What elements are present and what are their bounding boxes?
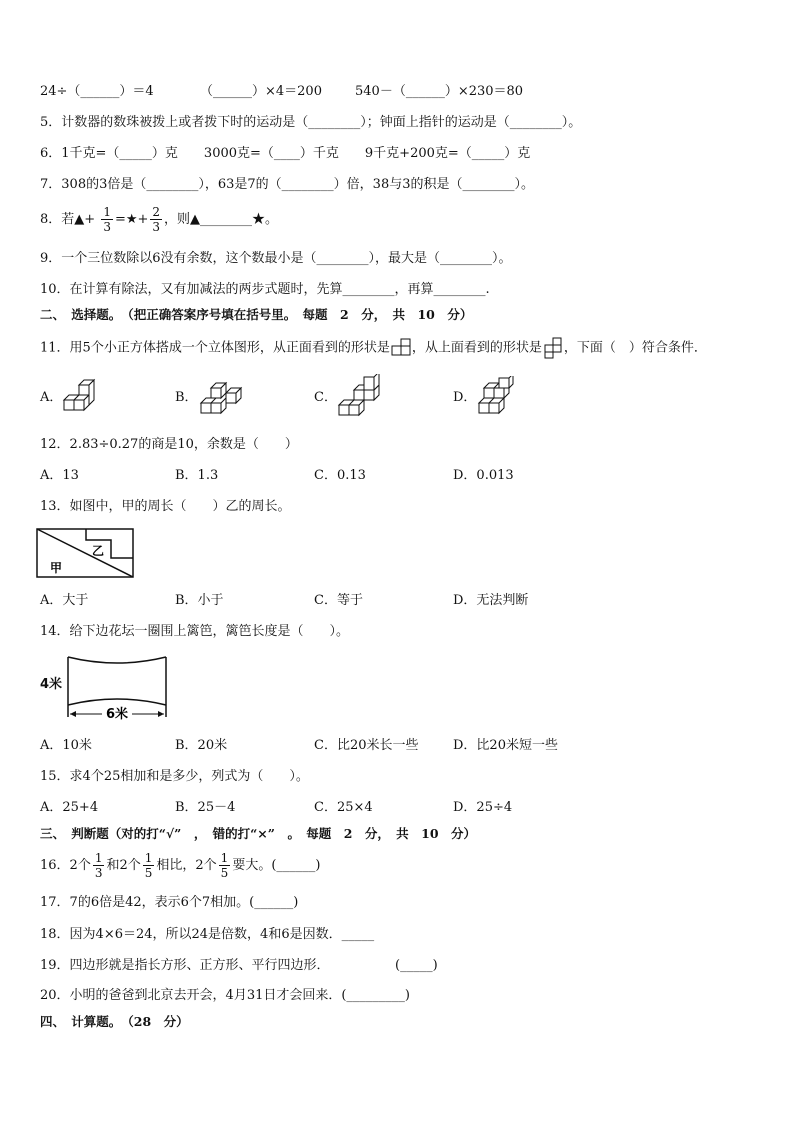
q9: 9．一个三位数除以6没有余数，这个数最小是（________），最大是（________）。 [40, 251, 512, 266]
q19: 19．四边形就是指长方形、正方形、平行四边形． [40, 958, 330, 973]
cube-stack-a-icon [60, 378, 100, 418]
q16-frac2: $\frac{1}{5}$ [144, 851, 153, 880]
q16-frac3: $\frac{1}{5}$ [220, 851, 229, 880]
q14-option-c: C．比20米长一些 [314, 738, 419, 753]
q11-stem: 11．用5个小正方体搭成一个立体图形，从正面看到的形状是 ，从上面看到的形状是 ，下面（ ）符合条件． [40, 337, 707, 359]
top-view-icon [543, 337, 563, 359]
q17: 17．7的6倍是42，表示6个7相加。(______) [40, 895, 299, 910]
q10: 10．在计算有除法，又有加减法的两步式题时，先算________，再算________. [40, 282, 490, 297]
q5: 5．计数器的数珠被拨上或者拨下时的运动是（________）；钟面上指针的运动是（________）。 [40, 115, 582, 130]
q12-option-d: D．0.013 [453, 468, 514, 483]
section-2-heading: 二、 选择题。 （把正确答案序号填在括号里。 每题 2 分， 共 10 分） [40, 307, 473, 322]
q12-option-c: C．0.13 [314, 468, 366, 483]
q20: 20．小明的爸爸到北京去开会，4月31日才会回来．(_________) [40, 988, 410, 1003]
q11-option-b: B． [175, 390, 198, 405]
label-yi: 乙 [92, 544, 105, 558]
q11-option-a: A． [40, 390, 63, 405]
flowerbed-figure [64, 655, 172, 723]
flowerbed-side-label: 4米 [40, 677, 63, 692]
q13-option-d: D．无法判断 [453, 593, 529, 608]
q4-a: 24÷（______）＝4 [40, 84, 154, 99]
q13-option-a: A．大于 [40, 593, 89, 608]
q12-option-a: A．13 [40, 468, 79, 483]
q18: 18．因为4×6＝24，所以24是倍数，4和6是因数．_____ [40, 927, 375, 942]
flowerbed-bottom-label: 6米 [105, 707, 129, 722]
perimeter-figure [36, 528, 136, 580]
q13-stem: 13．如图中，甲的周长（ ）乙的周长。 [40, 499, 291, 514]
q11-option-d: D． [453, 390, 477, 405]
q15-option-a: A．25+4 [40, 800, 99, 815]
q12-option-b: B．1.3 [175, 468, 219, 483]
q19-blank: (_____) [395, 958, 438, 973]
section-4-heading: 四、 计算题。 （28 分） [40, 1014, 189, 1029]
q15-option-d: D．25÷4 [453, 800, 513, 815]
q8-frac1: $\frac{1}{3}$ [103, 205, 111, 234]
q4-b: （______）×4＝200 [200, 84, 322, 99]
q12-stem: 12．2.83÷0.27的商是10，余数是（ ） [40, 437, 298, 452]
q14-stem: 14．给下边花坛一圈围上篱笆，篱笆长度是（ ）。 [40, 624, 350, 639]
q7: 7．308的3倍是（________），63是7的（________）倍，38与3的积是（________）。 [40, 177, 534, 192]
q15-stem: 15．求4个25相加和是多少，列式为（ ）。 [40, 769, 309, 784]
q14-option-a: A．10米 [40, 738, 92, 753]
q4-row [40, 83, 154, 101]
q14-option-d: D．比20米短一些 [453, 738, 558, 753]
q16: 16．2个 $\frac{1}{3}$ 和2个 $\frac{1}{5}$ 相比，2个 $\frac{1}{5}$ 要大。(______) [40, 851, 321, 880]
label-jia: 甲 [50, 561, 63, 575]
section-3-heading: 三、 判断题（对的打“√” ， 错的打“×” 。 每题 2 分， 共 10 分） [40, 826, 477, 841]
q15-option-b: B．25－4 [175, 800, 236, 815]
front-view-icon [391, 338, 411, 358]
cube-stack-b-icon [198, 378, 244, 418]
q13-option-b: B．小于 [175, 593, 224, 608]
q14-option-b: B．20米 [175, 738, 228, 753]
q13-option-c: C．等于 [314, 593, 363, 608]
cube-stack-d-icon [475, 376, 515, 420]
q8-frac2: $\frac{2}{3}$ [152, 205, 161, 234]
cube-stack-c-icon [336, 374, 386, 420]
q4-c: 540－（______）×230＝80 [355, 84, 524, 99]
q6: 6．1千克=（_____）克 3000克=（____）千克 9千克+200克=（_____）克 [40, 146, 531, 161]
q16-frac1: $\frac{1}{3}$ [94, 851, 103, 880]
q8: 8．若▲+ $\frac{1}{3}$ =★+ $\frac{2}{3}$ ，则▲________★。 [40, 205, 279, 234]
q15-option-c: C．25×4 [314, 800, 373, 815]
q11-option-c: C． [314, 390, 337, 405]
